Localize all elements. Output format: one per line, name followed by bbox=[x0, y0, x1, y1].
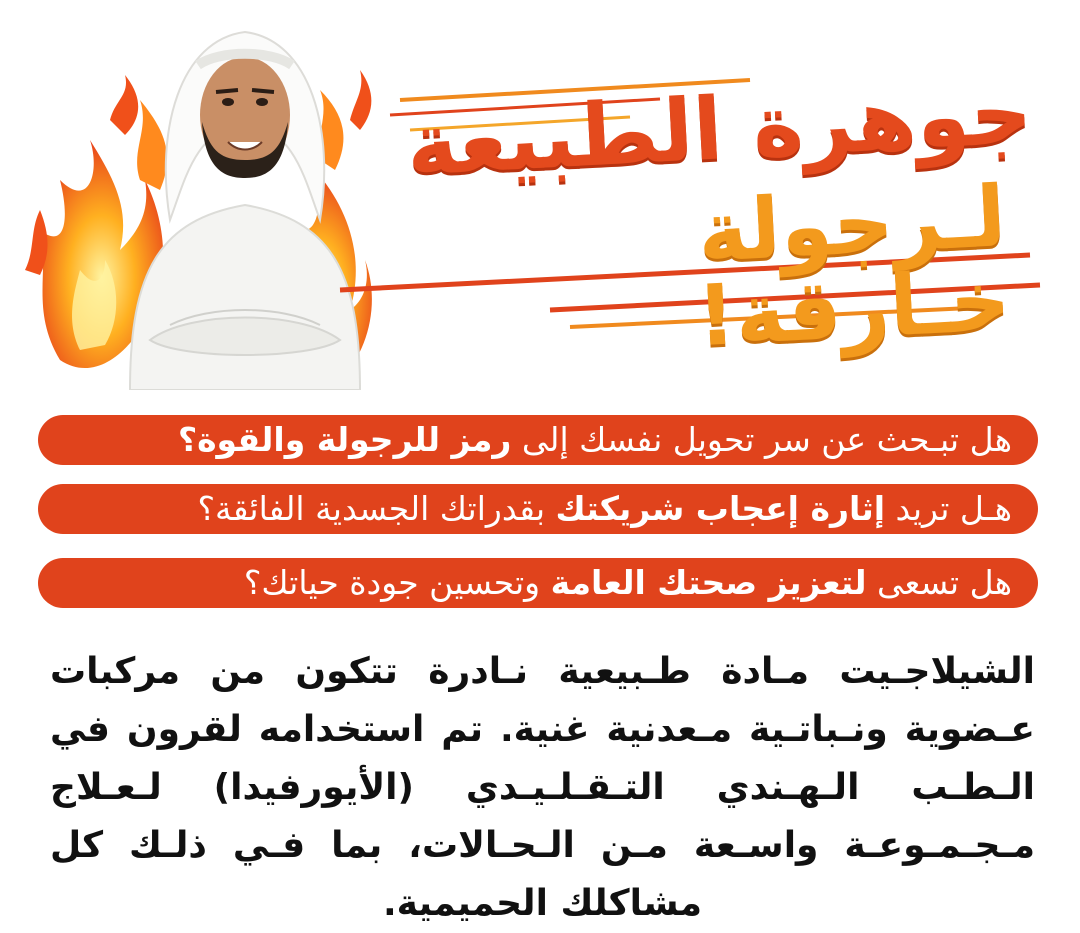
question-3-pre: هل تسعى bbox=[866, 563, 1012, 602]
body-paragraph: الشيلاجـيت مـادة طـبيعية نـادرة تتكون من مركبات عـضوية ونـباتـية مـعدنية غنية. تم استخدامه لقرون في الـطـب الـهـندي التـقـلـيـدي (الأيورفيدا) لـعـلاج مـجـمـوعـة واسـعة مـن الـحـالات، بما فـي ذلـك كل مشاكلك الحميمية. bbox=[50, 651, 1035, 924]
question-1-pre: هل تبـحث عن سر تحويل نفسك إلى bbox=[511, 420, 1012, 459]
question-pill-3 bbox=[38, 558, 1038, 608]
question-2-pre: هـل تريد bbox=[885, 489, 1012, 528]
headline-line-1: جوهرة الطبيعة bbox=[404, 63, 1035, 196]
question-3-post: وتحسين جودة حياتك؟ bbox=[243, 563, 551, 602]
question-2-bold: إثارة إعجاب شريكتك bbox=[555, 489, 886, 528]
question-2-post: بقدراتك الجسدية الفائقة؟ bbox=[197, 489, 556, 528]
question-1-bold: رمز للرجولة والقوة؟ bbox=[177, 420, 512, 459]
question-pill-2 bbox=[38, 484, 1038, 534]
question-3-bold: لتعزيز صحتك العامة bbox=[550, 563, 867, 602]
headline-line-2: لـرجولة خـارقة! bbox=[694, 167, 1013, 366]
question-pill-1 bbox=[38, 415, 1038, 465]
hero-banner bbox=[0, 0, 1080, 395]
headline bbox=[392, 63, 1035, 366]
